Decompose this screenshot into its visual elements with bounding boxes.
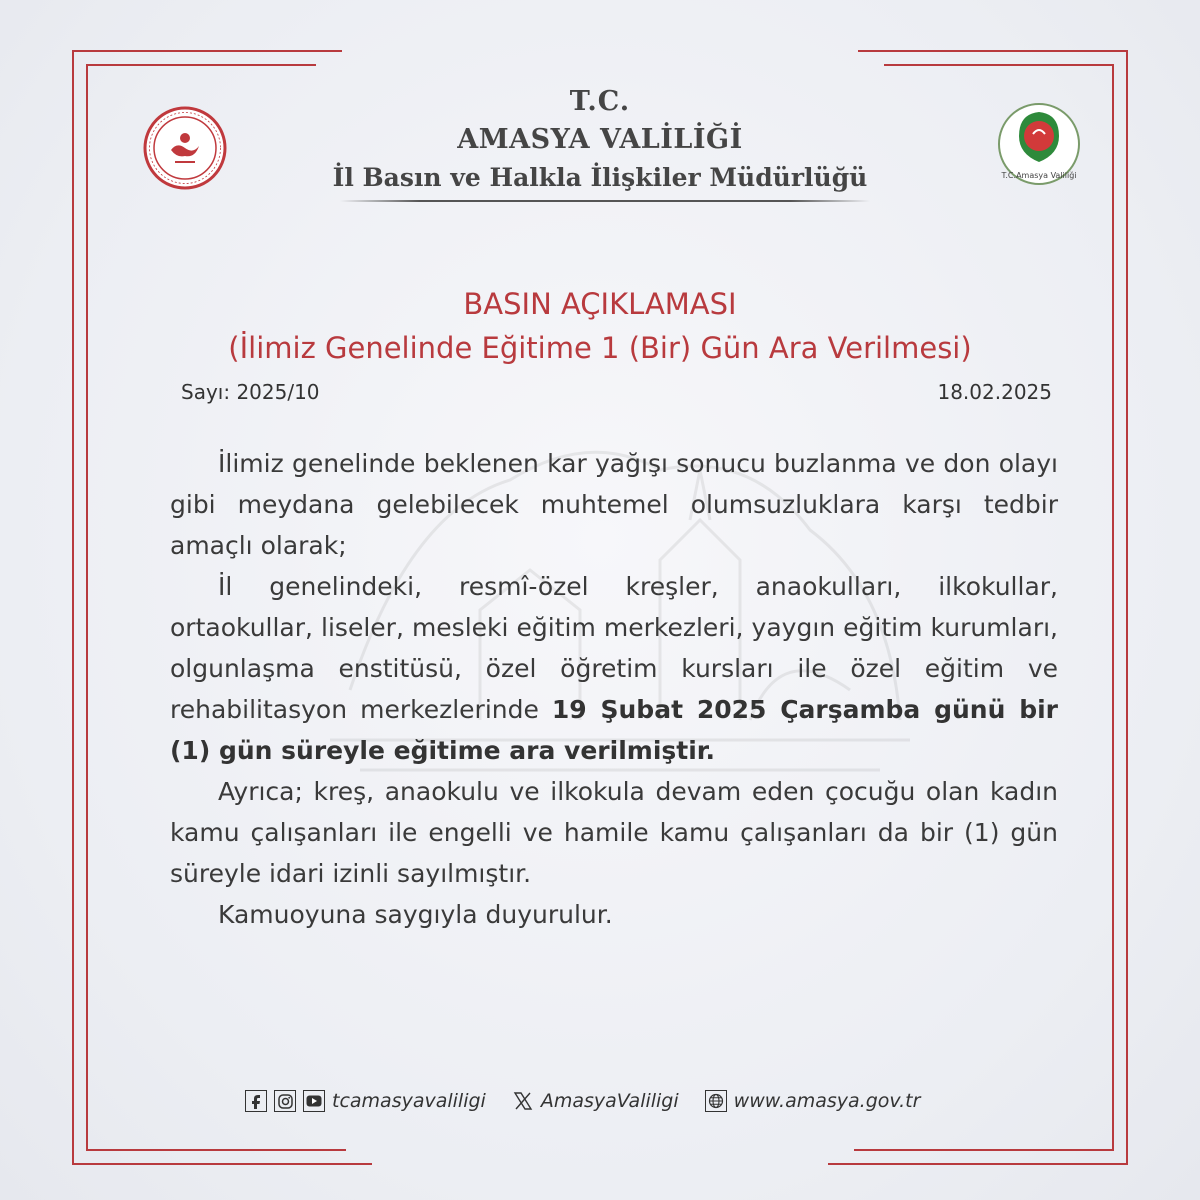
facebook-icon[interactable] bbox=[245, 1090, 267, 1112]
letterhead-divider bbox=[340, 200, 870, 202]
document-title bbox=[100, 282, 1100, 370]
body-paragraph-4: Kamuoyuna saygıyla duyurulur. bbox=[218, 900, 613, 929]
letterhead-department: İl Basın ve Halkla İlişkiler Müdürlüğü bbox=[332, 163, 868, 192]
footer-contacts bbox=[245, 1086, 946, 1116]
title-main: BASIN AÇIKLAMASI bbox=[463, 287, 737, 321]
body-paragraph-2-emphasis: 19 Şubat 2025 Çarşamba günü bir (1) gün süreyle eğitime ara verilmiştir. bbox=[170, 695, 1058, 765]
body-paragraph-2-text: İl genelindeki, resmî-özel kreşler, anaokulları, ilkokullar, ortaokullar, liseler, mesleki eğitim merkezleri, yaygın eğitim kurumları, olgunlaşma enstitüsü, özel öğretim kursları ile özel eğitim ve rehabilitasyon merkezlerinde bbox=[170, 572, 1058, 724]
svg-text:T.C.Amasya Valiliği: T.C.Amasya Valiliği bbox=[1001, 171, 1077, 180]
announcement-body bbox=[170, 443, 1058, 935]
letterhead-country: T.C. bbox=[569, 86, 631, 117]
document-date: 18.02.2025 bbox=[937, 380, 1052, 404]
amasya-valiligi-logo bbox=[993, 98, 1085, 190]
x-handle[interactable]: AmasyaValiligi bbox=[540, 1090, 679, 1112]
website-link[interactable]: www.amasya.gov.tr bbox=[733, 1090, 921, 1112]
body-paragraph-1: İlimiz genelinde beklenen kar yağışı sonucu buzlanma ve don olayı gibi meydana gelebilecek muhtemel olumsuzluklara karşı tedbir amaçlı olarak; bbox=[170, 449, 1058, 560]
social-handle[interactable]: tcamasyavaliligi bbox=[332, 1090, 486, 1112]
body-paragraph-2 bbox=[170, 566, 1058, 771]
letterhead bbox=[250, 84, 950, 196]
document-number: Sayı: 2025/10 bbox=[181, 380, 320, 404]
globe-icon[interactable] bbox=[705, 1090, 727, 1112]
youtube-icon[interactable] bbox=[303, 1090, 325, 1112]
letterhead-institution: AMASYA VALİLİĞİ bbox=[457, 124, 743, 155]
body-paragraph-3: Ayrıca; kreş, anaokulu ve ilkokula devam eden çocuğu olan kadın kamu çalışanları ile engelli ve hamile kamu çalışanları da bir (1) gün süreyle idari izinli sayılmıştır. bbox=[170, 777, 1058, 888]
instagram-icon[interactable] bbox=[274, 1090, 296, 1112]
governorship-seal-logo bbox=[143, 106, 227, 190]
title-subject: (İlimiz Genelinde Eğitime 1 (Bir) Gün Ara Verilmesi) bbox=[228, 331, 972, 365]
x-icon[interactable] bbox=[512, 1090, 534, 1112]
